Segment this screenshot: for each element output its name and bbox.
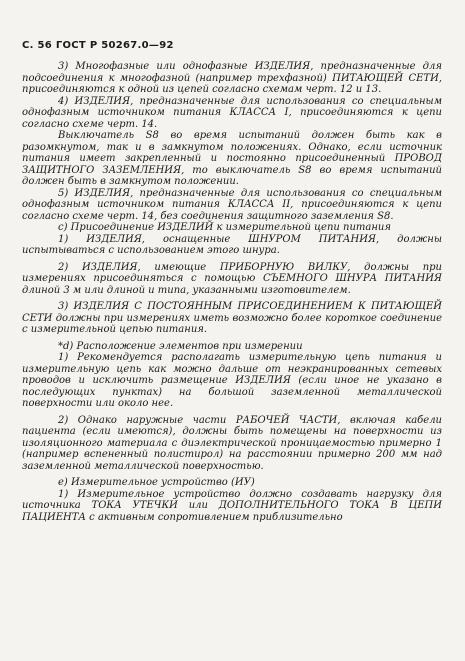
paragraph-d2-applied-part: 2) Однако наружные части РАБОЧЕЙ ЧАСТИ, включая кабели пациента (если имеются), должны быть помещены на поверхности из изоляционного материала с диэлектрической проницаемостью примерно 1 (например вспененный полистирол) на расстоянии примерно 200 мм над заземленной металлической поверхностью. bbox=[22, 414, 442, 472]
paragraph-3-multiphase: 3) Многофазные или однофазные ИЗДЕЛИЯ, предназначенные для подсоединения к многофазной (например трехфазной) ПИТАЮЩЕЙ СЕТИ, присоединяются к одной из цепей согласно схемам черт. 12 и 13. bbox=[22, 61, 442, 95]
body-text bbox=[22, 61, 442, 523]
paragraph-4-class1: 4) ИЗДЕЛИЯ, предназначенные для использования со специальным однофазным источником питания КЛАССА I, присоединяются к цепи согласно схеме черт. 14. bbox=[22, 95, 442, 130]
paragraph-c3-permanent-connection: 3) ИЗДЕЛИЯ С ПОСТОЯННЫМ ПРИСОЕДИНЕНИЕМ К ПИТАЮЩЕЙ СЕТИ должны при измерениях иметь возможно более короткое соединение с измерительной цепью питания. bbox=[22, 301, 442, 335]
section-c-heading: c) Присоединение ИЗДЕЛИЙ к измерительной цепи питания bbox=[58, 222, 391, 233]
paragraph-e1-measuring-device: 1) Измерительное устройство должно создавать нагрузку для источника ТОКА УТЕЧКИ или ДОПОЛНИТЕЛЬНОГО ТОКА В ЦЕПИ ПАЦИЕНТА с активным сопротивлением приблизительно bbox=[22, 488, 442, 523]
paragraph-switch-s8: Выключатель S8 во время испытаний должен быть как в разомкнутом, так и в замкнутом положениях. Однако, если источник питания имеет закрепленный и постоянно присоединенный ПРОВОД ЗАЩИТНОГО ЗАЗЕМЛЕНИЯ, то выключатель S8 во время испытаний должен быть в замкнутом положении. bbox=[22, 130, 442, 187]
paragraph-d1-recommendation: 1) Рекомендуется располагать измерительную цепь питания и измерительную цепь как можно дальше от неэкранированных сетевых проводов и исключить размещение ИЗДЕЛИЯ (если иное не указано в последующих пунктах) на большой заземленной металлической поверхности или около нее. bbox=[22, 352, 442, 409]
paragraph-c1-power-cord: 1) ИЗДЕЛИЯ, оснащенные ШНУРОМ ПИТАНИЯ, должны испытываться с использованием этого шнура. bbox=[22, 233, 442, 256]
paragraph-c2-appliance-inlet: 2) ИЗДЕЛИЯ, имеющие ПРИБОРНУЮ ВИЛКУ, должны при измерениях присоединяться с помощью СЪЕМНОГО ШНУРА ПИТАНИЯ длиной 3 м или длиной и типа, указанными изготовителем. bbox=[22, 261, 442, 296]
paragraph-5-class2: 5) ИЗДЕЛИЯ, предназначенные для использования со специальным однофазным источником питания КЛАССА II, присоединяются к цепи согласно схеме черт. 14, без соединения защитного заземления S8. bbox=[22, 187, 442, 222]
section-e-heading: e) Измерительное устройство (ИУ) bbox=[58, 477, 255, 488]
page-header: С. 56 ГОСТ Р 50267.0—92 bbox=[22, 40, 174, 51]
section-d-heading: *d) Расположение элементов при измерении bbox=[58, 340, 303, 352]
